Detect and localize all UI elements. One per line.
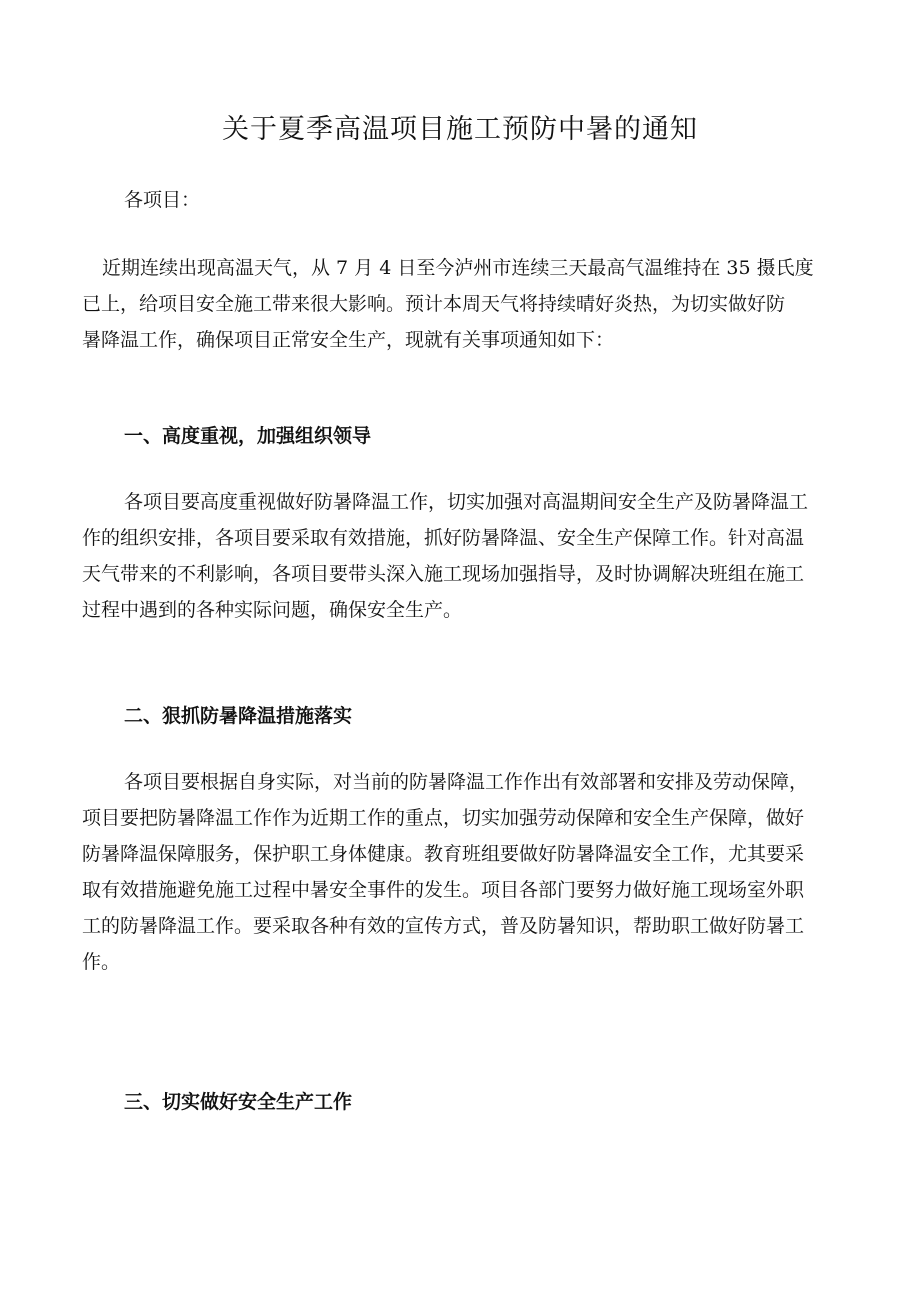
paragraph-line: 工的防暑降温工作。要采取各种有效的宣传方式，普及防暑知识，帮助职工做好防暑工 xyxy=(82,915,805,937)
paragraph-line: 天气带来的不利影响，各项目要带头深入施工现场加强指导，及时协调解决班组在施工 xyxy=(82,563,805,585)
paragraph-line: 取有效措施避免施工过程中暑安全事件的发生。项目各部门要努力做好施工现场室外职 xyxy=(82,879,805,901)
paragraph-line: 近期连续出现高温天气，从 7 月 4 日至今泸州市连续三天最高气温维持在 35 摄氏度 xyxy=(102,257,814,279)
paragraph-line: 已上，给项目安全施工带来很大影响。预计本周天气将持续晴好炎热，为切实做好防 xyxy=(82,293,786,315)
section-1-paragraph xyxy=(82,484,842,628)
section-2-paragraph xyxy=(82,764,842,980)
paragraph-line: 作的组织安排，各项目要采取有效措施，抓好防暑降温、安全生产保障工作。针对高温 xyxy=(82,527,805,549)
section-heading-2: 二、狠抓防暑降温措施落实 xyxy=(124,705,353,727)
intro-paragraph xyxy=(82,250,842,358)
document-title: 关于夏季高温项目施工预防中暑的通知 xyxy=(222,114,698,145)
paragraph-line: 作。 xyxy=(82,951,121,973)
paragraph-line: 项目要把防暑降温工作作为近期工作的重点，切实加强劳动保障和安全生产保障，做好 xyxy=(82,807,805,829)
salutation: 各项目： xyxy=(124,189,201,211)
paragraph-line: 过程中遇到的各种实际问题，确保安全生产。 xyxy=(82,599,463,621)
paragraph-line: 防暑降温保障服务，保护职工身体健康。教育班组要做好防暑降温安全工作，尤其要采 xyxy=(82,843,805,865)
section-heading-3: 三、切实做好安全生产工作 xyxy=(124,1091,353,1113)
section-heading-1: 一、高度重视，加强组织领导 xyxy=(124,425,372,447)
paragraph-line: 各项目要高度重视做好防暑降温工作，切实加强对高温期间安全生产及防暑降温工 xyxy=(124,491,809,513)
paragraph-line: 暑降温工作，确保项目正常安全生产，现就有关事项通知如下： xyxy=(82,329,615,351)
paragraph-line: 各项目要根据自身实际，对当前的防暑降温工作作出有效部署和安排及劳动保障， xyxy=(124,771,809,793)
